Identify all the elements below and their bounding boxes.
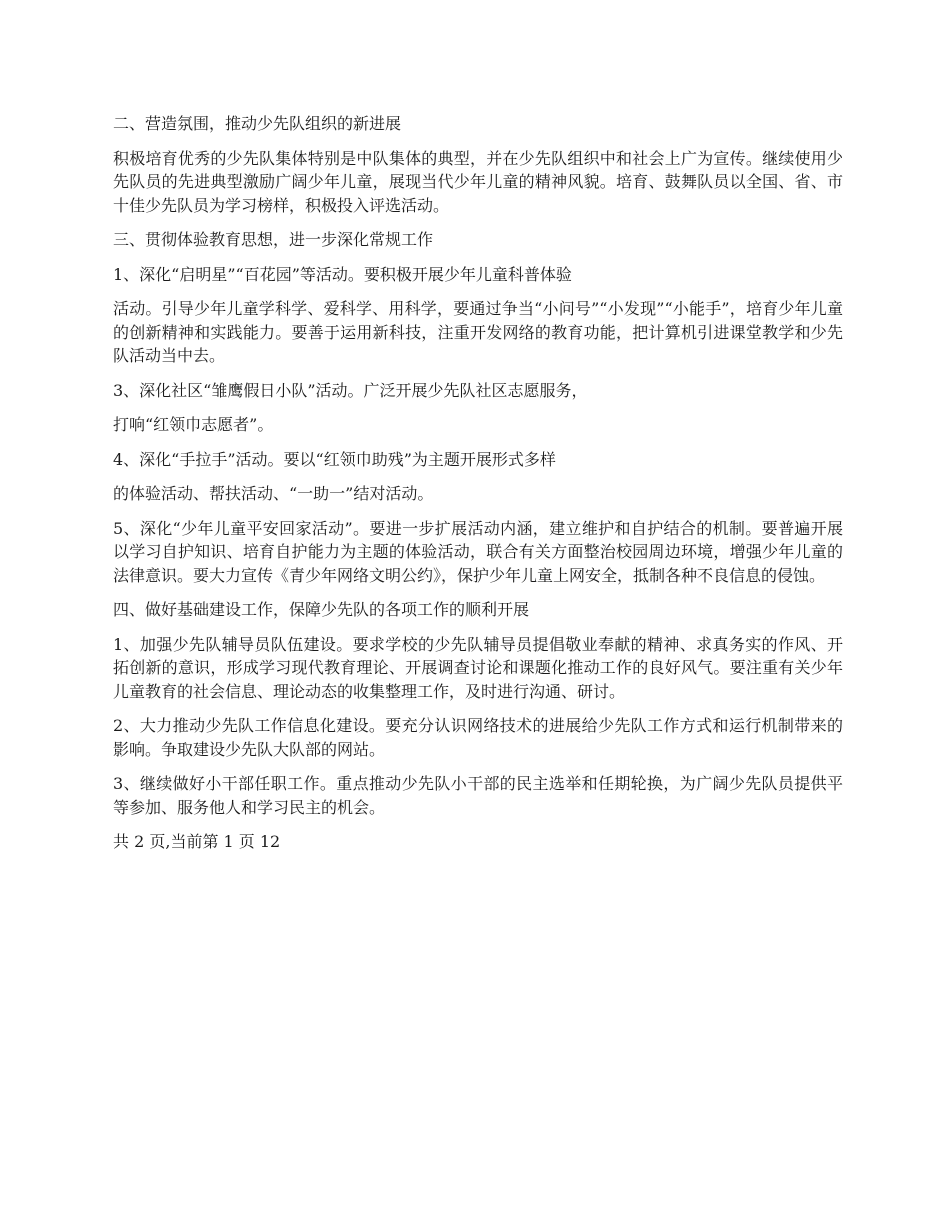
- document-page: [113, 112, 843, 865]
- paragraph: 积极培育优秀的少先队集体特别是中队集体的典型，并在少先队组织中和社会上广为宣传。继续使用少先队员的先进典型激励广阔少年儿童，展现当代少年儿童的精神风貌。培育、鼓舞队员以全国、省、市十佳少先队员为学习榜样，积极投入评选活动。: [113, 148, 843, 215]
- paragraph: 1、深化“启明星”“百花园”等活动。要积极开展少年儿童科普体验: [113, 264, 572, 284]
- paragraph: 活动。引导少年儿童学科学、爱科学、用科学，要通过争当“小问号”“小发现”“小能手”，培育少年儿童的创新精神和实践能力。要善于运用新科技，注重开发网络的教育功能，把计算机引进课堂教学和少先队活动当中去。: [113, 299, 843, 365]
- page-footer: 共 2 页,当前第 1 页 12: [113, 832, 281, 851]
- section-heading-4: 四、做好基础建设工作，保障少先队的各项工作的顺利开展: [113, 600, 530, 619]
- section-heading-3: 三、贯彻体验教育思想，进一步深化常规工作: [113, 230, 434, 249]
- paragraph: 5、深化“少年儿童平安回家活动”。要进一步扩展活动内涵，建立维护和自护结合的机制。要普遍开展以学习自护知识、培育自护能力为主题的体验活动，联合有关方面整治校园周边环境，增强少年儿童的法律意识。要大力宣传《青少年网络文明公约》，保护少年儿童上网安全，抵制各种不良信息的侵蚀。: [113, 518, 843, 585]
- section-heading-2: 二、营造氛围，推动少先队组织的新进展: [113, 114, 402, 133]
- paragraph: 打响“红领巾志愿者”。: [113, 415, 274, 434]
- paragraph: 的体验活动、帮扶活动、“一助一”结对活动。: [113, 484, 434, 503]
- paragraph: 1、加强少先队辅导员队伍建设。要求学校的少先队辅导员提倡敬业奉献的精神、求真务实的作风、开拓创新的意识，形成学习现代教育理论、开展调查讨论和课题化推动工作的良好风气。要注重有关少年儿童教育的社会信息、理论动态的收集整理工作，及时进行沟通、研讨。: [113, 634, 843, 701]
- paragraph: 3、深化社区“雏鹰假日小队”活动。广泛开展少先队社区志愿服务，: [113, 380, 588, 400]
- paragraph: 4、深化“手拉手”活动。要以“红领巾助残”为主题开展形式多样: [113, 449, 556, 469]
- paragraph: 2、大力推动少先队工作信息化建设。要充分认识网络技术的进展给少先队工作方式和运行机制带来的影响。争取建设少先队大队部的网站。: [113, 716, 843, 759]
- paragraph: 3、继续做好小干部任职工作。重点推动少先队小干部的民主选举和任期轮换，为广阔少先队员提供平等参加、服务他人和学习民主的机会。: [113, 774, 843, 817]
